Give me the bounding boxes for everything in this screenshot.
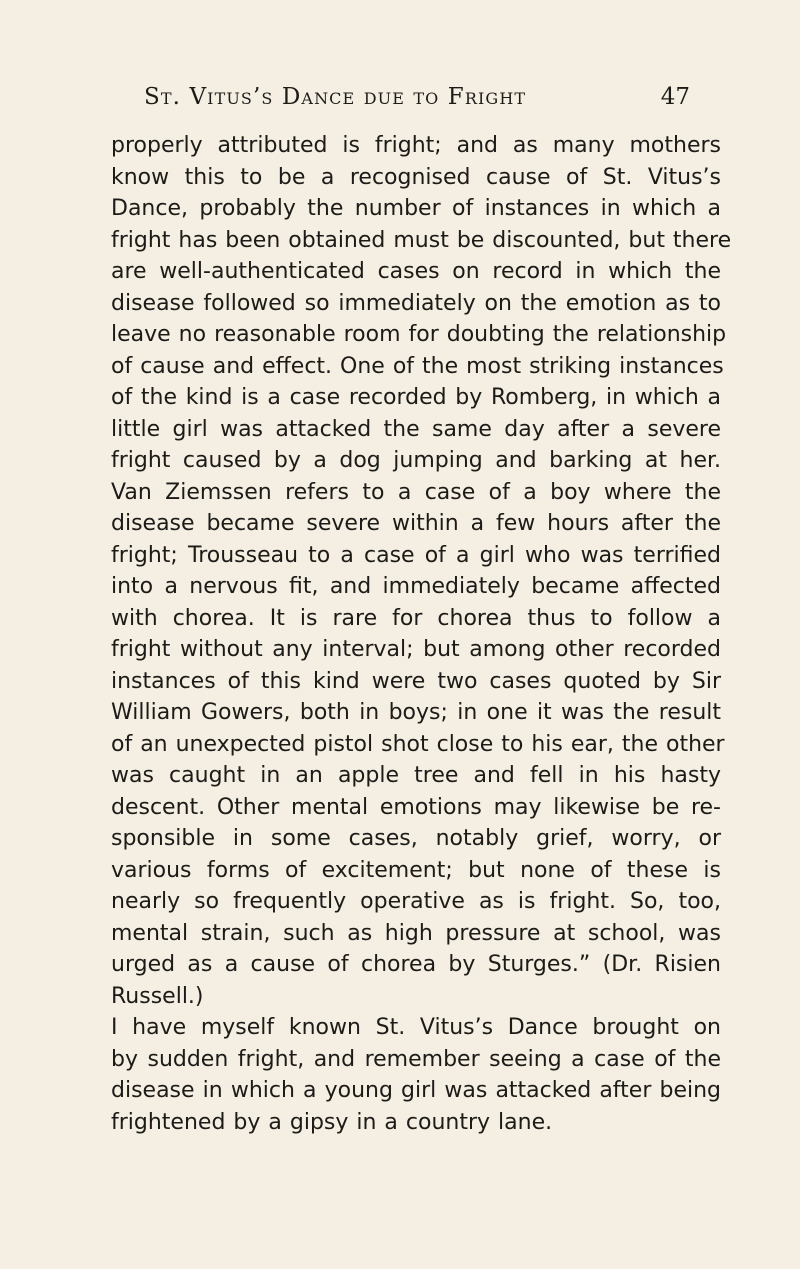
- body-text: [111, 130, 732, 1138]
- text-line: fright has been obtained must be discounted, but there: [111, 227, 732, 253]
- running-header: [114, 72, 734, 112]
- text-line: fright caused by a dog jumping and barking at her.: [111, 448, 721, 473]
- page-number: 47: [660, 84, 690, 110]
- text-line: of the kind is a case recorded by Romberg, in which a: [111, 385, 721, 410]
- text-line: was caught in an apple tree and fell in his hasty: [111, 763, 721, 788]
- text-line: fright without any interval; but among other recorded: [111, 637, 721, 662]
- text-line: into a nervous fit, and immediately became affected: [111, 574, 721, 599]
- text-line: disease in which a young girl was attacked after being: [111, 1078, 721, 1103]
- text-line: of an unexpected pistol shot close to his ear, the other: [111, 731, 725, 757]
- text-line: by sudden fright, and remember seeing a case of the: [111, 1046, 721, 1072]
- text-line: urged as a cause of chorea by Sturges.” (Dr. Risien: [111, 952, 721, 977]
- text-line: Russell.): [111, 983, 204, 1009]
- text-line: fright; Trousseau to a case of a girl who was terrified: [111, 542, 721, 568]
- text-line: little girl was attacked the same day after a severe: [111, 416, 721, 442]
- text-line: various forms of excitement; but none of these is: [111, 857, 721, 883]
- text-line: with chorea. It is rare for chorea thus to follow a: [111, 605, 721, 631]
- text-line: leave no reasonable room for doubting the relationship: [111, 322, 727, 347]
- text-line: Van Ziemssen refers to a case of a boy where the: [111, 479, 721, 505]
- text-line: William Gowers, both in boys; in one it was the result: [111, 700, 721, 725]
- text-line: I have myself known St. Vitus’s Dance brought on: [111, 1015, 721, 1040]
- text-line: frightened by a gipsy in a country lane.: [111, 1109, 553, 1135]
- text-line: instances of this kind were two cases quoted by Sir: [111, 668, 721, 694]
- text-line: disease became severe within a few hours after the: [111, 511, 721, 536]
- text-line: nearly so frequently operative as is fright. So, too,: [111, 889, 721, 914]
- text-line: Dance, probably the number of instances in which a: [111, 196, 721, 221]
- running-title: St. Vitus’s Dance due to Fright: [144, 84, 527, 110]
- text-line: are well-authenticated cases on record in which the: [111, 259, 721, 284]
- text-line: descent. Other mental emotions may likewise be re-: [111, 794, 721, 820]
- text-line: disease followed so immediately on the emotion as to: [111, 290, 721, 316]
- text-line: mental strain, such as high pressure at school, was: [111, 920, 721, 946]
- text-line: know this to be a recognised cause of St. Vitus’s: [111, 164, 721, 190]
- text-line: properly attributed is fright; and as many mothers: [111, 133, 721, 158]
- text-line: sponsible in some cases, notably grief, worry, or: [111, 826, 721, 851]
- text-line: of cause and effect. One of the most striking instances: [111, 353, 724, 379]
